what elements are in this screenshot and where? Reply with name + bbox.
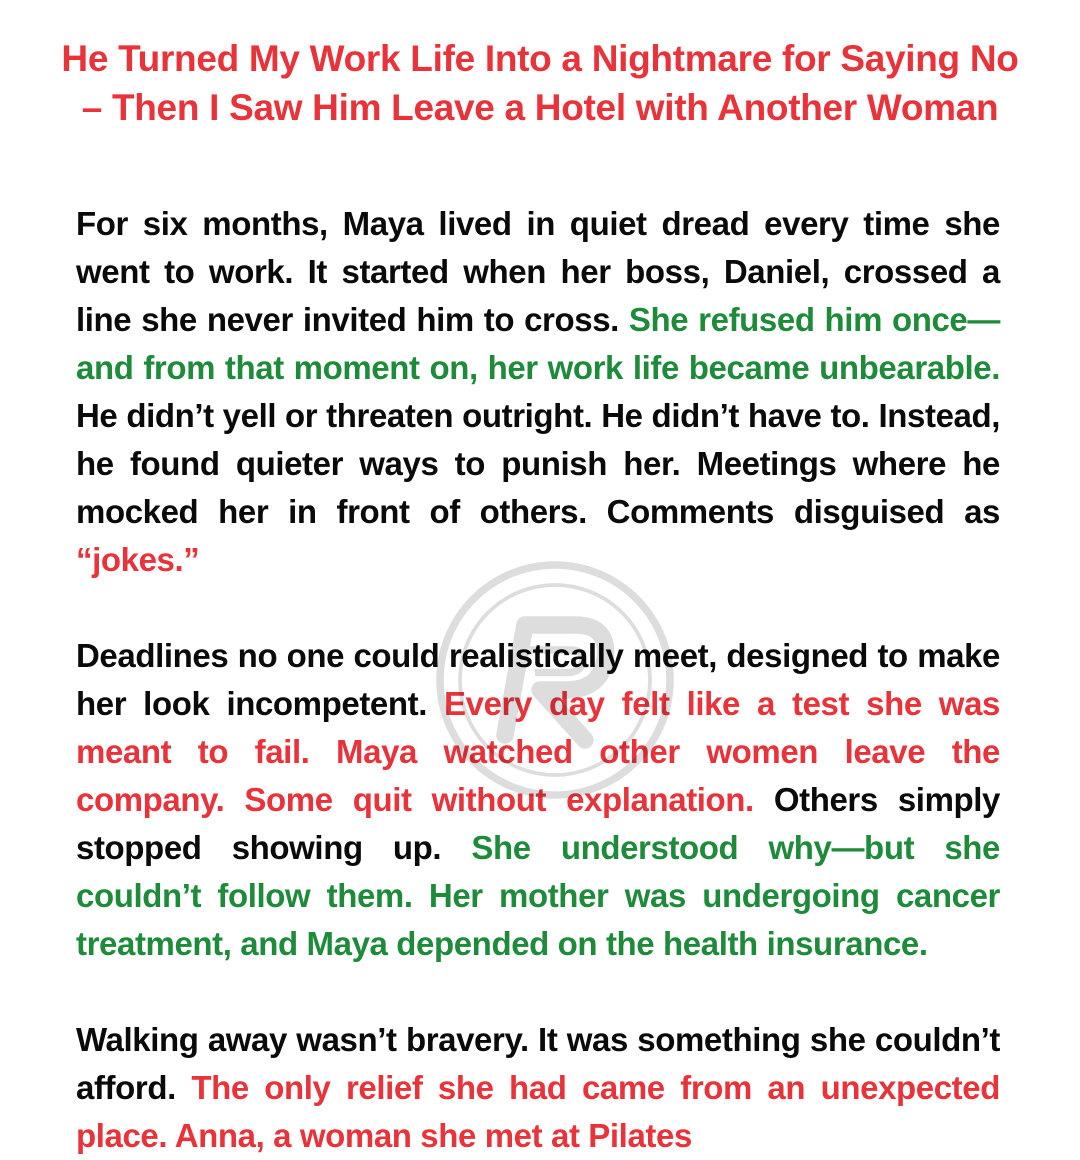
paragraph-1-segment-2-green: She refused him once—and from that moment on, her work life became unbearable. <box>76 301 1000 386</box>
paragraph-1-segment-1: For six months, Maya lived in quiet dread every time she went to work. It started when her boss, Daniel, crossed a line she never invited him to cross. <box>76 205 1000 338</box>
paragraph-2-segment-3: Others simply stopped showing up. <box>76 781 1000 866</box>
paragraph-3-segment-2-red: The only relief she had came from an unexpected place. Anna, a woman she met at Pilates <box>76 1069 1000 1154</box>
paragraph-2-segment-4-green: She understood why—but she couldn’t follow them. Her mother was undergoing cancer treatment, and Maya depended on the health insurance. <box>76 829 1000 962</box>
paragraph-1-segment-3: He didn’t yell or threaten outright. He didn’t have to. Instead, he found quieter ways to punish her. Meetings where he mocked her in front of others. Comments disguised as <box>76 397 1000 530</box>
paragraph-3-segment-1: Walking away wasn’t bravery. It was something she couldn’t afford. <box>76 1021 1000 1106</box>
paragraph-3 <box>76 1016 1000 1160</box>
paragraph-2 <box>76 632 1000 968</box>
paragraph-1 <box>76 200 1000 584</box>
paragraph-1-segment-4-red: “jokes.” <box>76 541 200 578</box>
paragraph-2-segment-2-red: Every day felt like a test she was meant to fail. Maya watched other women leave the company. Some quit without explanation. <box>76 685 1000 818</box>
paragraph-2-segment-1: Deadlines no one could realistically meet, designed to make her look incompetent. <box>76 637 1000 722</box>
article-title: He Turned My Work Life Into a Nightmare for Saying No – Then I Saw Him Leave a Hotel with Another Woman <box>61 38 1019 128</box>
